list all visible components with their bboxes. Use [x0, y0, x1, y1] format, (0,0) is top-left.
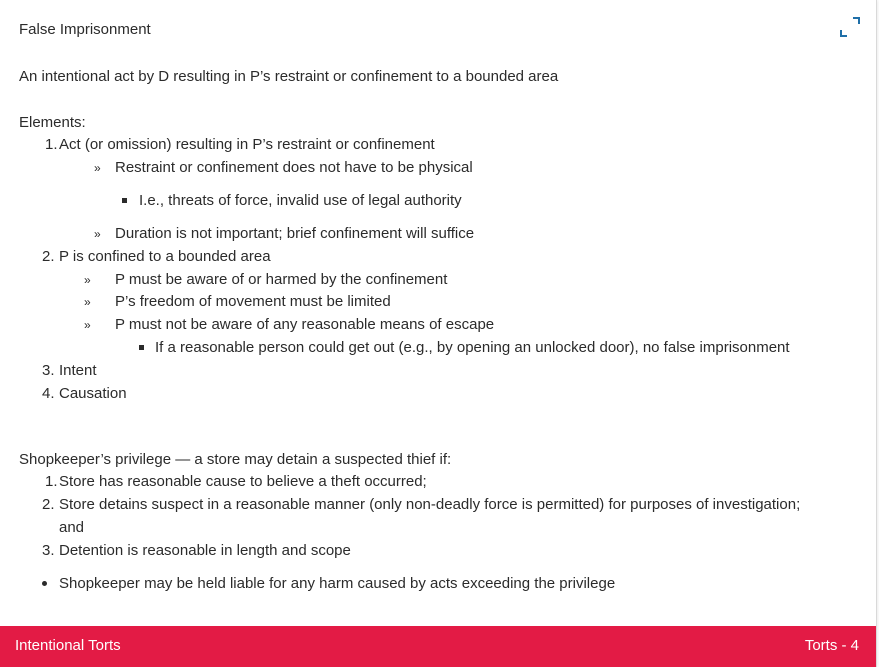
definition-text: An intentional act by D resulting in P’s restraint or confinement to a bounded area [19, 68, 559, 85]
element-causation: Causation [59, 385, 127, 402]
chevron-bullet-icon: » [94, 227, 101, 241]
element-intent: Intent [59, 362, 97, 379]
element-bounded-area: P is confined to a bounded area [59, 248, 271, 265]
list-number: 4. [42, 385, 55, 402]
square-bullet-icon [139, 345, 144, 350]
sub-item: Restraint or confinement does not have to be physical [115, 159, 473, 176]
privilege-condition-continued: and [59, 519, 85, 536]
shopkeeper-heading: Shopkeeper’s privilege — a store may detain a suspected thief if: [19, 451, 452, 468]
list-number: 3. [42, 542, 55, 559]
sub-item: P must be aware of or harmed by the confinement [115, 271, 448, 288]
sub-item: P must not be aware of any reasonable means of escape [115, 316, 495, 333]
privilege-condition: Store detains suspect in a reasonable manner (only non-deadly force is permitted) for purposes of investigation; [59, 496, 801, 513]
sub-sub-item: I.e., threats of force, invalid use of legal authority [139, 192, 462, 209]
list-number: 1. [45, 136, 58, 153]
footer-topic: Intentional Torts [15, 637, 121, 654]
list-number: 2. [42, 248, 55, 265]
liability-note: Shopkeeper may be held liable for any harm caused by acts exceeding the privilege [59, 575, 616, 592]
round-bullet-icon [42, 581, 47, 586]
card-title: False Imprisonment [19, 21, 151, 38]
element-act: Act (or omission) resulting in P’s restraint or confinement [59, 136, 435, 153]
square-bullet-icon [122, 198, 127, 203]
list-number: 3. [42, 362, 55, 379]
sub-item: Duration is not important; brief confinement will suffice [115, 225, 475, 242]
sub-sub-item: If a reasonable person could get out (e.g., by opening an unlocked door), no false imprisonment [155, 339, 790, 356]
list-number: 1. [45, 473, 58, 490]
footer-page-label: Torts - 4 [804, 637, 859, 654]
chevron-bullet-icon: » [84, 273, 91, 287]
chevron-bullet-icon: » [94, 161, 101, 175]
privilege-condition: Detention is reasonable in length and scope [59, 542, 351, 559]
list-number: 2. [42, 496, 55, 513]
expand-icon[interactable] [838, 15, 862, 39]
chevron-bullet-icon: » [84, 295, 91, 309]
elements-heading: Elements: [19, 114, 86, 131]
sub-item: P’s freedom of movement must be limited [115, 293, 391, 310]
card-footer [0, 626, 876, 667]
chevron-bullet-icon: » [84, 318, 91, 332]
privilege-condition: Store has reasonable cause to believe a theft occurred; [59, 473, 427, 490]
